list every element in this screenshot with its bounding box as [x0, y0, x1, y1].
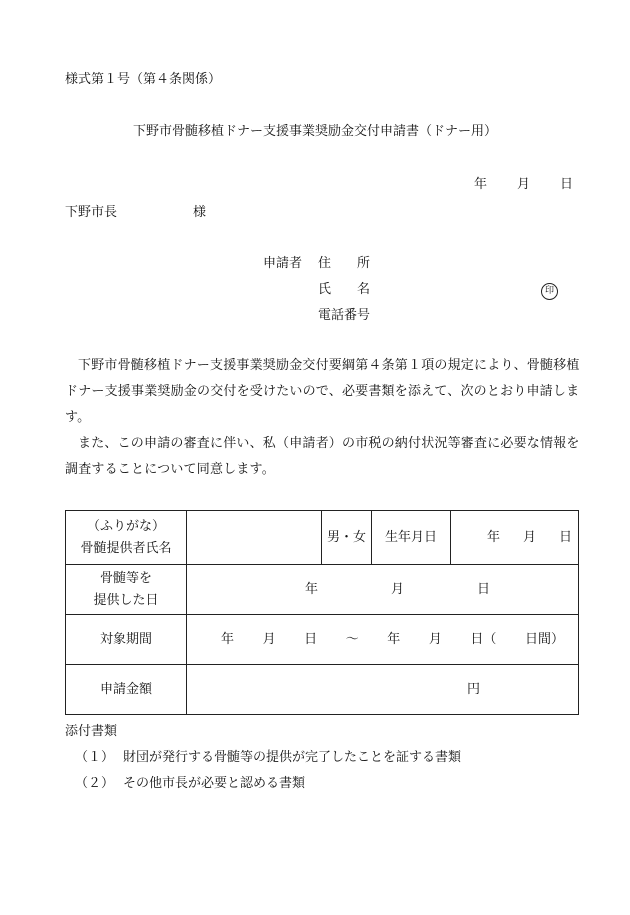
donation-date-label-line2: 提供した日: [93, 592, 159, 608]
table-row-donor: [66, 511, 579, 565]
period-end-month: 月: [428, 631, 442, 647]
amount-label: 申請金額: [66, 665, 187, 715]
applicant-label: 申請者: [263, 256, 303, 271]
period-end-day: 日（: [470, 631, 497, 647]
period-start-month: 月: [262, 631, 276, 647]
body-paragraph-2: また、この申請の審査に伴い、私（申請者）の市税の納付状況等審査に必要な情報を調査することについて同意します。: [65, 436, 580, 477]
addressee-name: 下野市長: [65, 205, 118, 220]
form-number: 様式第１号（第４条関係）: [65, 72, 222, 87]
date-day-label: 日: [560, 177, 574, 192]
date-year-label: 年: [474, 177, 488, 192]
body-paragraph-1: 下野市骨髄移植ドナー支援事業奨励金交付要綱第４条第１項の規定により、骨髄移植ドナー支援事業奨励金の交付を受けたいので、必要書類を添えて、次のとおり申請します。: [65, 358, 580, 425]
applicant-name-label: 氏 名: [318, 282, 371, 297]
birth-year-label: 年: [487, 529, 501, 545]
donation-day-label: 日: [476, 581, 490, 597]
body-text: [65, 353, 580, 483]
amount-unit: 円: [467, 681, 481, 697]
table-row-amount: [66, 665, 579, 715]
donation-year-label: 年: [305, 581, 319, 597]
application-table: [65, 510, 579, 715]
donor-name-field[interactable]: [187, 511, 322, 565]
birth-day-label: 日: [558, 529, 572, 545]
donation-date-label-line1: 骨髄等を: [99, 570, 152, 586]
period-start-year: 年: [221, 631, 235, 647]
addressee-honorific: 様: [193, 205, 207, 220]
date-month-label: 月: [517, 177, 531, 192]
attachment-item-2-text: その他市長が必要と認める書類: [123, 776, 306, 791]
donor-name-label: [66, 511, 187, 565]
period-tilde: ～: [345, 631, 359, 647]
period-label: 対象期間: [66, 615, 187, 665]
period-end-year: 年: [387, 631, 401, 647]
period-field[interactable]: [187, 615, 579, 665]
furigana-label: （ふりがな）: [86, 518, 165, 534]
table-row-period: [66, 615, 579, 665]
attachment-item-1-number: （１）: [75, 750, 115, 765]
seal-icon: 印: [541, 283, 558, 300]
birth-date-label: 生年月日: [372, 511, 451, 565]
attachment-item-1-text: 財団が発行する骨髄等の提供が完了したことを証する書類: [123, 750, 462, 765]
applicant-address-label: 住 所: [318, 256, 371, 271]
gender-field[interactable]: 男・女: [322, 511, 372, 565]
attachment-item-2-number: （２）: [75, 776, 115, 791]
birth-month-label: 月: [522, 529, 536, 545]
donation-date-field[interactable]: [187, 565, 579, 615]
applicant-phone-label: 電話番号: [318, 308, 371, 323]
period-start-day: 日: [304, 631, 318, 647]
donor-name-label-text: 骨髄提供者氏名: [80, 540, 172, 556]
amount-field[interactable]: [187, 665, 579, 715]
seal-mark: [541, 282, 558, 300]
donation-date-label: [66, 565, 187, 615]
attachments-heading: 添付書類: [65, 724, 118, 739]
document-title: 下野市骨髄移植ドナー支援事業奨励金交付申請書（ドナー用）: [132, 124, 497, 139]
birth-date-field[interactable]: [451, 511, 579, 565]
donation-month-label: 月: [390, 581, 404, 597]
table-row-donation-date: [66, 565, 579, 615]
period-days: 日間）: [524, 631, 564, 647]
